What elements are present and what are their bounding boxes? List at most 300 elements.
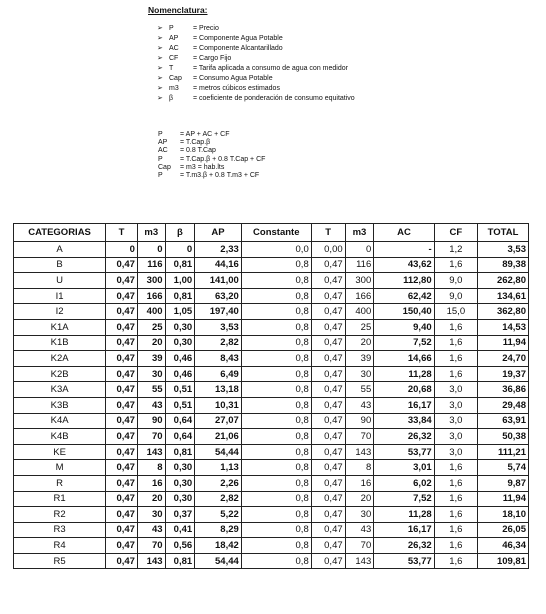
column-header-constante: Constante xyxy=(241,224,311,242)
nomenclature-symbol: T xyxy=(169,65,174,72)
arrow-bullet-icon: ➢ xyxy=(157,45,163,52)
cell-m3: 143 xyxy=(137,444,165,460)
cell-t2: 0,47 xyxy=(311,319,345,335)
cell-t: 0,47 xyxy=(106,366,138,382)
nomenclature-item xyxy=(157,64,445,74)
cell-t2: 0,47 xyxy=(311,257,345,273)
column-header-total: TOTAL xyxy=(478,224,529,242)
cell-constante: 0,0 xyxy=(241,242,311,258)
nomenclature-symbol: P xyxy=(169,25,174,32)
nomenclature-item xyxy=(157,44,445,54)
cell-total: 111,21 xyxy=(478,444,529,460)
cell-ap: 141,00 xyxy=(195,273,242,289)
cell-m3-2: 400 xyxy=(345,304,374,320)
table-row xyxy=(14,553,529,569)
table-row xyxy=(14,366,529,382)
cell-m3: 30 xyxy=(137,507,165,523)
formula-rhs: = m3 = hab.lts xyxy=(180,163,225,171)
cell-t: 0,47 xyxy=(106,491,138,507)
cell-beta: 1,05 xyxy=(165,304,195,320)
table-row xyxy=(14,319,529,335)
formula-lhs: P xyxy=(158,131,163,138)
cell-constante: 0,8 xyxy=(241,335,311,351)
cell-total: 29,48 xyxy=(478,397,529,413)
cell-t2: 0,47 xyxy=(311,413,345,429)
cell-total: 362,80 xyxy=(478,304,529,320)
formula-rhs: = T.Cap.β + 0.8 T.Cap + CF xyxy=(180,155,266,163)
cell-categoria: R3 xyxy=(14,522,106,538)
cell-m3: 0 xyxy=(137,242,165,258)
cell-ap: 54,44 xyxy=(195,444,242,460)
cell-m3: 25 xyxy=(137,319,165,335)
cell-t: 0,47 xyxy=(106,382,138,398)
formula-line xyxy=(158,147,398,155)
cell-ap: 2,33 xyxy=(195,242,242,258)
nomenclature-definition: = Componente Alcantarillado xyxy=(193,45,283,52)
table-row xyxy=(14,507,529,523)
arrow-bullet-icon: ➢ xyxy=(157,85,163,92)
cell-cf: 3,0 xyxy=(434,397,477,413)
cell-t2: 0,47 xyxy=(311,444,345,460)
cell-ap: 2,26 xyxy=(195,475,242,491)
cell-constante: 0,8 xyxy=(241,460,311,476)
nomenclature-symbol: CF xyxy=(169,55,179,62)
cell-constante: 0,8 xyxy=(241,319,311,335)
cell-cf: 1,6 xyxy=(434,491,477,507)
cell-ap: 54,44 xyxy=(195,553,242,569)
cell-m3: 39 xyxy=(137,351,165,367)
cell-beta: 0,30 xyxy=(165,491,195,507)
nomenclature-symbol: Cap xyxy=(169,75,182,82)
cell-constante: 0,8 xyxy=(241,413,311,429)
cell-ap: 5,22 xyxy=(195,507,242,523)
cell-t2: 0,47 xyxy=(311,460,345,476)
cell-t: 0,47 xyxy=(106,335,138,351)
cell-m3: 300 xyxy=(137,273,165,289)
nomenclature-item xyxy=(157,94,445,104)
formula-rhs: = AP + AC + CF xyxy=(180,131,230,138)
cell-constante: 0,8 xyxy=(241,273,311,289)
cell-ac: 9,40 xyxy=(374,319,434,335)
cell-cf: 3,0 xyxy=(434,413,477,429)
arrow-bullet-icon: ➢ xyxy=(157,75,163,82)
cell-t2: 0,47 xyxy=(311,553,345,569)
formula-line xyxy=(158,156,398,164)
cell-beta: 0,41 xyxy=(165,522,195,538)
cell-constante: 0,8 xyxy=(241,507,311,523)
nomenclature-definition: = Precio xyxy=(193,25,219,32)
cell-beta: 0,46 xyxy=(165,351,195,367)
cell-m3: 43 xyxy=(137,522,165,538)
cell-m3-2: 55 xyxy=(345,382,374,398)
cell-ac: 26,32 xyxy=(374,538,434,554)
cell-m3: 55 xyxy=(137,382,165,398)
nomenclature-definition: = Cargo Fijo xyxy=(193,55,232,62)
cell-categoria: K1A xyxy=(14,319,106,335)
cell-constante: 0,8 xyxy=(241,538,311,554)
cell-ap: 2,82 xyxy=(195,335,242,351)
formula-lhs: P xyxy=(158,171,163,179)
cell-ac: 53,77 xyxy=(374,553,434,569)
cell-ac: 16,17 xyxy=(374,397,434,413)
cell-categoria: A xyxy=(14,242,106,258)
cell-beta: 0,37 xyxy=(165,507,195,523)
nomenclature-symbol: AC xyxy=(169,45,179,52)
nomenclature-definition: = metros cúbicos estimados xyxy=(193,85,280,92)
cell-ac: 11,28 xyxy=(374,507,434,523)
cell-ap: 44,16 xyxy=(195,257,242,273)
cell-total: 3,53 xyxy=(478,242,529,258)
table-row xyxy=(14,257,529,273)
cell-m3-2: 25 xyxy=(345,319,374,335)
cell-constante: 0,8 xyxy=(241,288,311,304)
cell-beta: 0 xyxy=(165,242,195,258)
cell-m3-2: 30 xyxy=(345,507,374,523)
cell-ac: 26,32 xyxy=(374,429,434,445)
cell-ap: 8,43 xyxy=(195,351,242,367)
cell-t2: 0,47 xyxy=(311,538,345,554)
table-row xyxy=(14,444,529,460)
cell-t2: 0,47 xyxy=(311,429,345,445)
column-header-m3: m3 xyxy=(137,224,165,242)
table-body xyxy=(14,242,529,569)
formula-lhs: AC xyxy=(158,147,168,155)
cell-categoria: K3B xyxy=(14,397,106,413)
cell-total: 11,94 xyxy=(478,335,529,351)
cell-total: 89,38 xyxy=(478,257,529,273)
cell-total: 18,10 xyxy=(478,507,529,523)
cell-m3: 16 xyxy=(137,475,165,491)
cell-categoria: R4 xyxy=(14,538,106,554)
arrow-bullet-icon: ➢ xyxy=(157,35,163,42)
cell-beta: 0,30 xyxy=(165,319,195,335)
cell-t: 0 xyxy=(106,242,138,258)
table-row xyxy=(14,335,529,351)
cell-total: 9,87 xyxy=(478,475,529,491)
formula-line xyxy=(158,139,398,147)
cell-t: 0,47 xyxy=(106,475,138,491)
cell-categoria: K3A xyxy=(14,382,106,398)
cell-m3-2: 39 xyxy=(345,351,374,367)
cell-categoria: B xyxy=(14,257,106,273)
cell-m3-2: 90 xyxy=(345,413,374,429)
cell-m3-2: 20 xyxy=(345,491,374,507)
cell-t: 0,47 xyxy=(106,273,138,289)
cell-categoria: R xyxy=(14,475,106,491)
cell-t: 0,47 xyxy=(106,553,138,569)
cell-constante: 0,8 xyxy=(241,351,311,367)
cell-cf: 1,6 xyxy=(434,460,477,476)
cell-total: 36,86 xyxy=(478,382,529,398)
cell-total: 109,81 xyxy=(478,553,529,569)
cell-beta: 0,51 xyxy=(165,382,195,398)
cell-m3: 20 xyxy=(137,491,165,507)
cell-beta: 0,56 xyxy=(165,538,195,554)
cell-t2: 0,47 xyxy=(311,522,345,538)
tariff-table xyxy=(13,223,529,569)
cell-m3-2: 300 xyxy=(345,273,374,289)
cell-ac: 62,42 xyxy=(374,288,434,304)
cell-beta: 0,30 xyxy=(165,335,195,351)
cell-ac: 53,77 xyxy=(374,444,434,460)
cell-m3: 30 xyxy=(137,366,165,382)
nomenclature-title: Nomenclatura: xyxy=(148,5,208,15)
cell-t: 0,47 xyxy=(106,304,138,320)
cell-categoria: I1 xyxy=(14,288,106,304)
cell-t: 0,47 xyxy=(106,288,138,304)
cell-t: 0,47 xyxy=(106,397,138,413)
cell-total: 46,34 xyxy=(478,538,529,554)
cell-categoria: I2 xyxy=(14,304,106,320)
cell-beta: 0,64 xyxy=(165,413,195,429)
cell-beta: 0,81 xyxy=(165,288,195,304)
nomenclature-item xyxy=(157,54,445,64)
cell-categoria: U xyxy=(14,273,106,289)
cell-m3: 116 xyxy=(137,257,165,273)
cell-m3-2: 70 xyxy=(345,429,374,445)
cell-total: 5,74 xyxy=(478,460,529,476)
cell-m3: 90 xyxy=(137,413,165,429)
cell-ap: 3,53 xyxy=(195,319,242,335)
cell-cf: 1,6 xyxy=(434,257,477,273)
cell-beta: 0,81 xyxy=(165,553,195,569)
formula-rhs: = T.Cap.β xyxy=(180,139,211,147)
cell-ac: 7,52 xyxy=(374,491,434,507)
cell-t2: 0,47 xyxy=(311,335,345,351)
cell-total: 26,05 xyxy=(478,522,529,538)
column-header-categorias: CATEGORIAS xyxy=(14,224,106,242)
table-row xyxy=(14,491,529,507)
column-header-ac: AC xyxy=(374,224,434,242)
cell-constante: 0,8 xyxy=(241,382,311,398)
cell-ac: 6,02 xyxy=(374,475,434,491)
cell-m3: 20 xyxy=(137,335,165,351)
cell-t2: 0,47 xyxy=(311,491,345,507)
formula-line xyxy=(158,172,398,180)
formula-line xyxy=(158,131,398,139)
table-row xyxy=(14,397,529,413)
cell-m3-2: 143 xyxy=(345,553,374,569)
table-row xyxy=(14,413,529,429)
cell-m3-2: 8 xyxy=(345,460,374,476)
table-row xyxy=(14,273,529,289)
cell-total: 19,37 xyxy=(478,366,529,382)
cell-categoria: R1 xyxy=(14,491,106,507)
table-row xyxy=(14,242,529,258)
cell-t: 0,47 xyxy=(106,522,138,538)
cell-beta: 1,00 xyxy=(165,273,195,289)
cell-m3: 70 xyxy=(137,538,165,554)
cell-cf: 1,6 xyxy=(434,335,477,351)
cell-constante: 0,8 xyxy=(241,444,311,460)
cell-constante: 0,8 xyxy=(241,491,311,507)
cell-cf: 3,0 xyxy=(434,429,477,445)
cell-categoria: K4B xyxy=(14,429,106,445)
cell-cf: 1,6 xyxy=(434,351,477,367)
cell-ap: 6,49 xyxy=(195,366,242,382)
cell-constante: 0,8 xyxy=(241,429,311,445)
cell-m3: 143 xyxy=(137,553,165,569)
nomenclature-definition: = Componente Agua Potable xyxy=(193,35,283,42)
cell-t2: 0,47 xyxy=(311,366,345,382)
cell-categoria: R5 xyxy=(14,553,106,569)
cell-total: 63,91 xyxy=(478,413,529,429)
cell-beta: 0,30 xyxy=(165,475,195,491)
cell-t2: 0,00 xyxy=(311,242,345,258)
cell-t: 0,47 xyxy=(106,460,138,476)
table-row xyxy=(14,475,529,491)
cell-ac: 112,80 xyxy=(374,273,434,289)
cell-beta: 0,46 xyxy=(165,366,195,382)
table-row xyxy=(14,538,529,554)
formula-lhs: Cap xyxy=(158,163,171,171)
nomenclature-item xyxy=(157,84,445,94)
cell-constante: 0,8 xyxy=(241,257,311,273)
cell-m3-2: 43 xyxy=(345,397,374,413)
cell-ac: 11,28 xyxy=(374,366,434,382)
formula-lhs: AP xyxy=(158,139,168,147)
nomenclature-item xyxy=(157,24,445,34)
cell-m3: 166 xyxy=(137,288,165,304)
cell-cf: 1,2 xyxy=(434,242,477,258)
cell-m3: 70 xyxy=(137,429,165,445)
column-header-m3-2: m3 xyxy=(345,224,374,242)
cell-cf: 15,0 xyxy=(434,304,477,320)
cell-cf: 1,6 xyxy=(434,553,477,569)
cell-total: 24,70 xyxy=(478,351,529,367)
formula-rhs: = 0.8 T.Cap xyxy=(180,147,216,155)
formula-lhs: P xyxy=(158,155,163,163)
cell-m3-2: 30 xyxy=(345,366,374,382)
cell-ap: 21,06 xyxy=(195,429,242,445)
cell-t: 0,47 xyxy=(106,538,138,554)
cell-ac: 7,52 xyxy=(374,335,434,351)
cell-m3: 8 xyxy=(137,460,165,476)
cell-ap: 10,31 xyxy=(195,397,242,413)
cell-constante: 0,8 xyxy=(241,475,311,491)
cell-m3-2: 143 xyxy=(345,444,374,460)
cell-cf: 1,6 xyxy=(434,507,477,523)
cell-t: 0,47 xyxy=(106,319,138,335)
column-header-ap: AP xyxy=(195,224,242,242)
cell-ac: 14,66 xyxy=(374,351,434,367)
cell-cf: 1,6 xyxy=(434,475,477,491)
cell-t: 0,47 xyxy=(106,413,138,429)
cell-m3-2: 20 xyxy=(345,335,374,351)
cell-cf: 1,6 xyxy=(434,366,477,382)
cell-categoria: K4A xyxy=(14,413,106,429)
cell-ap: 8,29 xyxy=(195,522,242,538)
cell-total: 14,53 xyxy=(478,319,529,335)
formulas-section xyxy=(158,131,398,180)
cell-cf: 1,6 xyxy=(434,319,477,335)
cell-total: 262,80 xyxy=(478,273,529,289)
cell-ac: 3,01 xyxy=(374,460,434,476)
cell-categoria: K2A xyxy=(14,351,106,367)
cell-t2: 0,47 xyxy=(311,351,345,367)
cell-cf: 9,0 xyxy=(434,288,477,304)
cell-t2: 0,47 xyxy=(311,475,345,491)
nomenclature-definition: = Consumo Agua Potable xyxy=(193,75,273,82)
nomenclature-definition: = Tarifa aplicada a consumo de agua con medidor xyxy=(193,65,348,72)
cell-m3-2: 43 xyxy=(345,522,374,538)
cell-m3-2: 16 xyxy=(345,475,374,491)
column-header-t: T xyxy=(106,224,138,242)
cell-m3-2: 0 xyxy=(345,242,374,258)
cell-t2: 0,47 xyxy=(311,288,345,304)
cell-constante: 0,8 xyxy=(241,522,311,538)
cell-beta: 0,81 xyxy=(165,444,195,460)
nomenclature-definition: = coeficiente de ponderación de consumo equitativo xyxy=(193,95,355,102)
cell-ap: 27,07 xyxy=(195,413,242,429)
cell-constante: 0,8 xyxy=(241,397,311,413)
cell-ap: 2,82 xyxy=(195,491,242,507)
cell-categoria: KE xyxy=(14,444,106,460)
cell-cf: 3,0 xyxy=(434,382,477,398)
cell-t: 0,47 xyxy=(106,351,138,367)
arrow-bullet-icon: ➢ xyxy=(157,55,163,62)
arrow-bullet-icon: ➢ xyxy=(157,65,163,72)
cell-m3: 43 xyxy=(137,397,165,413)
table-row xyxy=(14,429,529,445)
cell-t2: 0,47 xyxy=(311,382,345,398)
nomenclature-symbol: m3 xyxy=(169,85,179,92)
cell-ac: 150,40 xyxy=(374,304,434,320)
table-row xyxy=(14,382,529,398)
nomenclature-section xyxy=(145,5,445,104)
table-row xyxy=(14,351,529,367)
cell-ac: - xyxy=(374,242,434,258)
cell-t2: 0,47 xyxy=(311,304,345,320)
cell-constante: 0,8 xyxy=(241,553,311,569)
cell-cf: 1,6 xyxy=(434,522,477,538)
cell-t: 0,47 xyxy=(106,429,138,445)
formula-rhs: = T.m3.β + 0.8 T.m3 + CF xyxy=(180,171,260,179)
nomenclature-symbol: β xyxy=(169,95,174,102)
cell-ac: 16,17 xyxy=(374,522,434,538)
cell-ac: 33,84 xyxy=(374,413,434,429)
cell-beta: 0,64 xyxy=(165,429,195,445)
arrow-bullet-icon: ➢ xyxy=(157,25,163,32)
cell-ap: 13,18 xyxy=(195,382,242,398)
cell-ap: 1,13 xyxy=(195,460,242,476)
cell-constante: 0,8 xyxy=(241,304,311,320)
formula-line xyxy=(158,164,398,172)
cell-m3-2: 166 xyxy=(345,288,374,304)
cell-categoria: R2 xyxy=(14,507,106,523)
cell-cf: 3,0 xyxy=(434,444,477,460)
cell-t: 0,47 xyxy=(106,444,138,460)
cell-t: 0,47 xyxy=(106,507,138,523)
cell-beta: 0,51 xyxy=(165,397,195,413)
cell-t2: 0,47 xyxy=(311,507,345,523)
cell-categoria: K2B xyxy=(14,366,106,382)
cell-ac: 43,62 xyxy=(374,257,434,273)
column-header-beta: β xyxy=(165,224,195,242)
cell-ap: 63,20 xyxy=(195,288,242,304)
cell-ac: 20,68 xyxy=(374,382,434,398)
cell-total: 134,61 xyxy=(478,288,529,304)
column-header-t2: T xyxy=(311,224,345,242)
table-row xyxy=(14,522,529,538)
cell-ap: 18,42 xyxy=(195,538,242,554)
table-header-row xyxy=(14,224,529,242)
cell-m3-2: 116 xyxy=(345,257,374,273)
column-header-cf: CF xyxy=(434,224,477,242)
cell-t2: 0,47 xyxy=(311,273,345,289)
cell-beta: 0,30 xyxy=(165,460,195,476)
cell-m3-2: 70 xyxy=(345,538,374,554)
